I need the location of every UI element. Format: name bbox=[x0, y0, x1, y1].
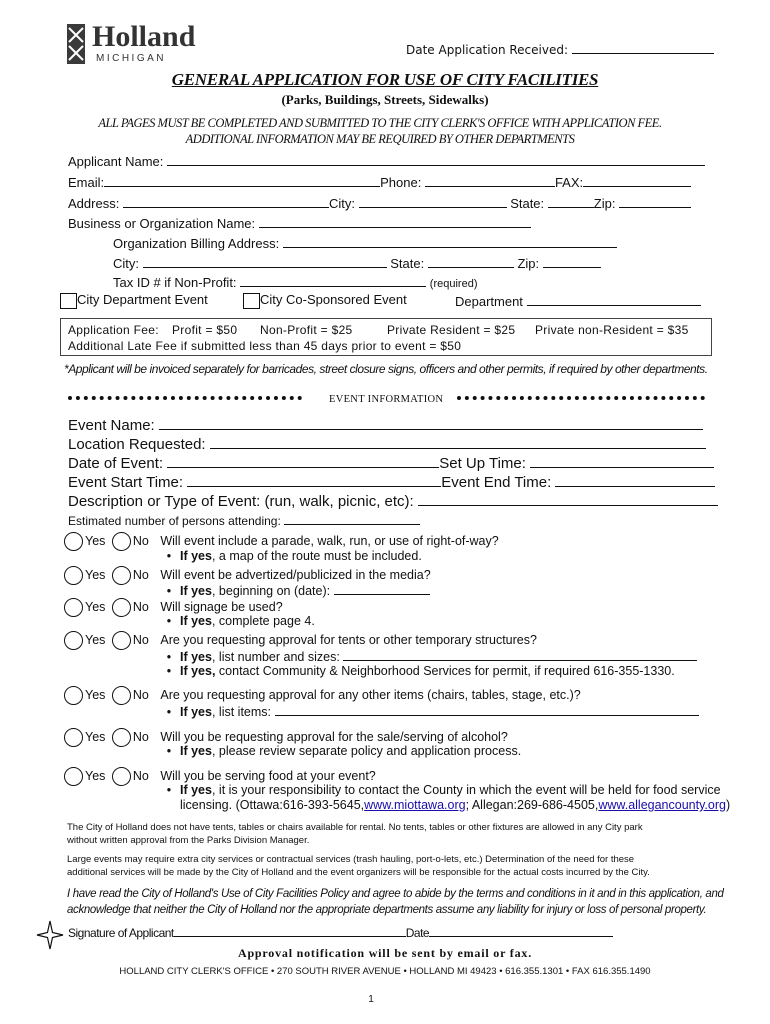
miottawa-link[interactable]: www.miottawa.org bbox=[364, 798, 466, 812]
no-label: No bbox=[132, 632, 149, 647]
taxid-label: Tax ID # if Non-Profit: bbox=[113, 275, 237, 290]
applicant-name-label: Applicant Name: bbox=[68, 154, 164, 169]
business-field[interactable] bbox=[259, 215, 531, 228]
logo-subtitle: MICHIGAN bbox=[96, 53, 166, 64]
billing-city-row bbox=[113, 255, 601, 271]
billing-zip-field[interactable] bbox=[543, 255, 601, 268]
page-title: GENERAL APPLICATION FOR USE OF CITY FACILITIES bbox=[171, 70, 599, 89]
note-rental-1: The City of Holland does not have tents, tables or chairs available for rental. No tents, tables or other fixtures are allowed in any City park bbox=[67, 822, 643, 833]
late-fee: Additional Late Fee if submitted less than 45 days prior to event = $50 bbox=[68, 339, 462, 353]
bullet: • bbox=[166, 584, 172, 598]
if-yes: If yes bbox=[180, 744, 212, 758]
no-label: No bbox=[132, 567, 149, 582]
section-divider-right bbox=[457, 396, 705, 400]
persons-row bbox=[68, 512, 420, 528]
city-cosponsored-label: City Co-Sponsored Event bbox=[260, 292, 407, 307]
bullet: • bbox=[166, 549, 172, 563]
invoice-note: *Applicant will be invoiced separately for barricades, street closure signs, officers and other permits, if required by other departments. bbox=[64, 362, 708, 376]
date-received-field[interactable] bbox=[572, 41, 714, 54]
note-services-2: additional services will be made by the City of Holland and the event organizers will be responsible for the actual costs incurred by the City. bbox=[67, 867, 650, 878]
business-label: Business or Organization Name: bbox=[68, 216, 256, 231]
if-yes: If yes bbox=[180, 664, 212, 678]
cosponsored-row bbox=[243, 292, 407, 309]
no-label: No bbox=[132, 768, 149, 783]
yes-label: Yes bbox=[85, 687, 106, 702]
no-label: No bbox=[132, 599, 149, 614]
question-other-items-sub bbox=[158, 703, 699, 719]
holland-crest-icon bbox=[66, 22, 86, 66]
state-field[interactable] bbox=[548, 195, 594, 208]
zip-label: Zip: bbox=[593, 196, 616, 211]
yes-label: Yes bbox=[85, 599, 106, 614]
time-row bbox=[68, 474, 715, 491]
section-divider-left bbox=[68, 396, 302, 400]
if-yes: If yes bbox=[180, 614, 212, 628]
applicant-name-row bbox=[68, 153, 705, 169]
event-type-row bbox=[60, 292, 208, 309]
location-field[interactable] bbox=[210, 436, 706, 449]
sub-text: , list number and sizes: bbox=[211, 650, 340, 664]
question-alcohol-sub bbox=[158, 744, 521, 758]
business-row bbox=[68, 215, 531, 231]
billing-zip-label: Zip: bbox=[517, 256, 540, 271]
department-row bbox=[455, 293, 701, 309]
question-tents-sub2: • If yes, contact Community & Neighborhood Services for permit, if required 616-355-1330. bbox=[158, 664, 675, 678]
logo-name: Holland bbox=[92, 20, 196, 53]
no-label: No bbox=[132, 687, 149, 702]
setup-field[interactable] bbox=[530, 455, 714, 468]
yes-label: Yes bbox=[85, 533, 106, 548]
no-label: No bbox=[132, 533, 149, 548]
notice-line-1: ALL PAGES MUST BE COMPLETED AND SUBMITTED TO THE CITY CLERK'S OFFICE WITH APPLICATION FEE. bbox=[98, 116, 662, 130]
fax-label: FAX: bbox=[554, 175, 584, 190]
page-number: 1 bbox=[368, 994, 374, 1005]
signature-date-field[interactable] bbox=[429, 924, 613, 937]
start-time-field[interactable] bbox=[187, 474, 441, 487]
if-yes: If yes bbox=[180, 584, 212, 598]
bullet: • bbox=[166, 783, 172, 797]
sub-text: ; Allegan:269-686-4505, bbox=[465, 798, 599, 812]
question-tents-sub1 bbox=[158, 648, 697, 664]
signage-no-radio[interactable] bbox=[112, 598, 131, 617]
email-field[interactable] bbox=[104, 174, 380, 187]
email-label: Email: bbox=[68, 175, 105, 190]
yes-label: Yes bbox=[85, 729, 106, 744]
description-label: Description or Type of Event: (run, walk, picnic, etc): bbox=[68, 493, 414, 510]
signature-date-label: Date bbox=[405, 926, 430, 940]
if-yes: If yes bbox=[180, 650, 212, 664]
section-heading: EVENT INFORMATION bbox=[329, 394, 444, 405]
fee-label: Application Fee: bbox=[68, 323, 159, 337]
question-text: Will you be serving food at your event? bbox=[160, 768, 376, 783]
department-label: Department bbox=[455, 294, 523, 309]
fee-profit: Profit = $50 bbox=[172, 323, 238, 337]
notice-line-2: ADDITIONAL INFORMATION MAY BE REQUIRED BY OTHER DEPARTMENTS bbox=[185, 132, 575, 146]
city-label: City: bbox=[328, 196, 355, 211]
sub-text: licensing. (Ottawa:616-393-5645, bbox=[180, 798, 365, 812]
sub-text: , please review separate policy and application process. bbox=[211, 744, 522, 758]
billing-city-field[interactable] bbox=[143, 255, 387, 268]
allegancounty-link[interactable]: www.allegancounty.org bbox=[598, 798, 726, 812]
question-media-sub bbox=[158, 582, 430, 598]
bullet: • bbox=[166, 705, 172, 719]
event-date-label: Date of Event: bbox=[68, 455, 164, 472]
location-row bbox=[68, 436, 706, 453]
start-time-label: Event Start Time: bbox=[68, 474, 184, 491]
billing-state-field[interactable] bbox=[428, 255, 514, 268]
tents-no-radio[interactable] bbox=[112, 631, 131, 650]
fax-field[interactable] bbox=[583, 174, 691, 187]
sub-text: contact Community & Neighborhood Services for permit, if required 616-355-1330. bbox=[215, 664, 675, 678]
question-food-sub1 bbox=[158, 783, 721, 797]
taxid-row bbox=[113, 274, 477, 290]
state-label: State: bbox=[510, 196, 545, 211]
sub-text: , complete page 4. bbox=[211, 614, 315, 628]
media-yes-radio[interactable] bbox=[64, 566, 83, 585]
question-signage-sub bbox=[158, 614, 315, 628]
billing-field[interactable] bbox=[283, 235, 617, 248]
agreement-2: acknowledge that neither the City of Holland nor the appropriate departments assume any liability for injury or loss of personal property. bbox=[67, 904, 707, 916]
parade-no-radio[interactable] bbox=[112, 532, 131, 551]
fee-box bbox=[60, 318, 712, 356]
persons-field[interactable] bbox=[284, 512, 420, 525]
billing-label: Organization Billing Address: bbox=[113, 236, 280, 251]
tents-yes-radio[interactable] bbox=[64, 631, 83, 650]
date-received-label: Date Application Received: bbox=[406, 43, 568, 57]
fee-private-resident: Private Resident = $25 bbox=[387, 323, 516, 337]
question-food-sub2 bbox=[180, 798, 730, 812]
page-subtitle: (Parks, Buildings, Streets, Sidewalks) bbox=[281, 92, 489, 107]
signage-yes-radio[interactable] bbox=[64, 598, 83, 617]
bullet: • bbox=[166, 614, 172, 628]
note-rental-2: without written approval from the Parks Division Manager. bbox=[67, 835, 310, 846]
alcohol-no-radio[interactable] bbox=[112, 728, 131, 747]
question-text: Are you requesting approval for any other items (chairs, tables, stage, etc.)? bbox=[160, 687, 581, 702]
taxid-field[interactable] bbox=[240, 274, 426, 287]
event-name-field[interactable] bbox=[159, 417, 703, 430]
date-row bbox=[68, 455, 714, 472]
address-field[interactable] bbox=[123, 195, 329, 208]
end-time-field[interactable] bbox=[555, 474, 715, 487]
fee-nonprofit: Non-Profit = $25 bbox=[260, 323, 353, 337]
address-label: Address: bbox=[68, 196, 120, 211]
items-list-field[interactable] bbox=[275, 703, 699, 716]
sub-text: , it is your responsibility to contact the County in which the event will be held for food service bbox=[211, 783, 721, 797]
required-note: (required) bbox=[429, 278, 478, 290]
parade-yes-radio[interactable] bbox=[64, 532, 83, 551]
applicant-name-field[interactable] bbox=[167, 153, 705, 166]
city-dept-event-label: City Department Event bbox=[77, 292, 208, 307]
question-text: Will event be advertized/publicized in the media? bbox=[160, 567, 431, 582]
food-yes-radio[interactable] bbox=[64, 767, 83, 786]
date-received bbox=[406, 41, 714, 57]
approval-note: Approval notification will be sent by email or fax. bbox=[237, 946, 533, 960]
if-yes: If yes bbox=[180, 549, 212, 563]
note-services-1: Large events may require extra city services or contractual services (trash hauling, port-o-lets, etc.) Determination of the need for these bbox=[67, 854, 635, 865]
billing-row bbox=[113, 235, 617, 251]
signature-row bbox=[68, 924, 613, 940]
signature-field[interactable] bbox=[174, 924, 406, 937]
bullet: • bbox=[166, 744, 172, 758]
sub-text: ) bbox=[725, 798, 731, 812]
sub-text: , list items: bbox=[211, 705, 272, 719]
sub-text: , a map of the route must be included. bbox=[211, 549, 422, 563]
billing-state-label: State: bbox=[390, 256, 425, 271]
yes-label: Yes bbox=[85, 632, 106, 647]
yes-label: Yes bbox=[85, 768, 106, 783]
email-row bbox=[68, 174, 691, 190]
no-label: No bbox=[132, 729, 149, 744]
phone-field[interactable] bbox=[425, 174, 555, 187]
sub-text: , beginning on (date): bbox=[211, 584, 331, 598]
event-date-field[interactable] bbox=[167, 455, 439, 468]
alcohol-yes-radio[interactable] bbox=[64, 728, 83, 747]
media-date-field[interactable] bbox=[334, 582, 430, 595]
fee-private-nonresident: Private non-Resident = $35 bbox=[535, 323, 689, 337]
zip-field[interactable] bbox=[619, 195, 691, 208]
event-name-label: Event Name: bbox=[68, 417, 155, 434]
city-field[interactable] bbox=[359, 195, 507, 208]
department-field[interactable] bbox=[527, 293, 701, 306]
question-text: Are you requesting approval for tents or other temporary structures? bbox=[160, 632, 537, 647]
description-row bbox=[68, 493, 718, 510]
media-no-radio[interactable] bbox=[112, 566, 131, 585]
question-text: Will signage be used? bbox=[160, 599, 283, 614]
items-no-radio[interactable] bbox=[112, 686, 131, 705]
city-cosponsored-checkbox[interactable] bbox=[243, 293, 260, 309]
if-yes: If yes bbox=[180, 705, 212, 719]
food-no-radio[interactable] bbox=[112, 767, 131, 786]
footer: HOLLAND CITY CLERK'S OFFICE • 270 SOUTH RIVER AVENUE • HOLLAND MI 49423 • 616.355.1301 • FAX 616.355.1490 bbox=[119, 966, 651, 977]
question-text: Will event include a parade, walk, run, or use of right-of-way? bbox=[160, 533, 499, 548]
city-dept-event-checkbox[interactable] bbox=[60, 293, 77, 309]
setup-label: Set Up Time: bbox=[439, 455, 526, 472]
phone-label: Phone: bbox=[380, 175, 422, 190]
tents-sizes-field[interactable] bbox=[343, 648, 697, 661]
end-time-label: Event End Time: bbox=[441, 474, 552, 491]
billing-city-label: City: bbox=[113, 256, 139, 271]
items-yes-radio[interactable] bbox=[64, 686, 83, 705]
yes-label: Yes bbox=[85, 567, 106, 582]
persons-label: Estimated number of persons attending: bbox=[68, 514, 281, 528]
question-parade-sub bbox=[158, 549, 422, 563]
signature-label: Signature of Applicant bbox=[68, 926, 174, 940]
event-name-row bbox=[68, 417, 703, 434]
bullet: • bbox=[166, 650, 172, 664]
description-field[interactable] bbox=[418, 493, 718, 506]
bullet: • bbox=[166, 664, 172, 678]
address-row bbox=[68, 195, 691, 211]
location-label: Location Requested: bbox=[68, 436, 206, 453]
question-text: Will you be requesting approval for the sale/serving of alcohol? bbox=[160, 729, 508, 744]
agreement-1: I have read the City of Holland's Use of City Facilities Policy and agree to abide by the terms and conditions in it and in this application, and bbox=[67, 888, 724, 900]
if-yes: If yes bbox=[180, 783, 212, 797]
